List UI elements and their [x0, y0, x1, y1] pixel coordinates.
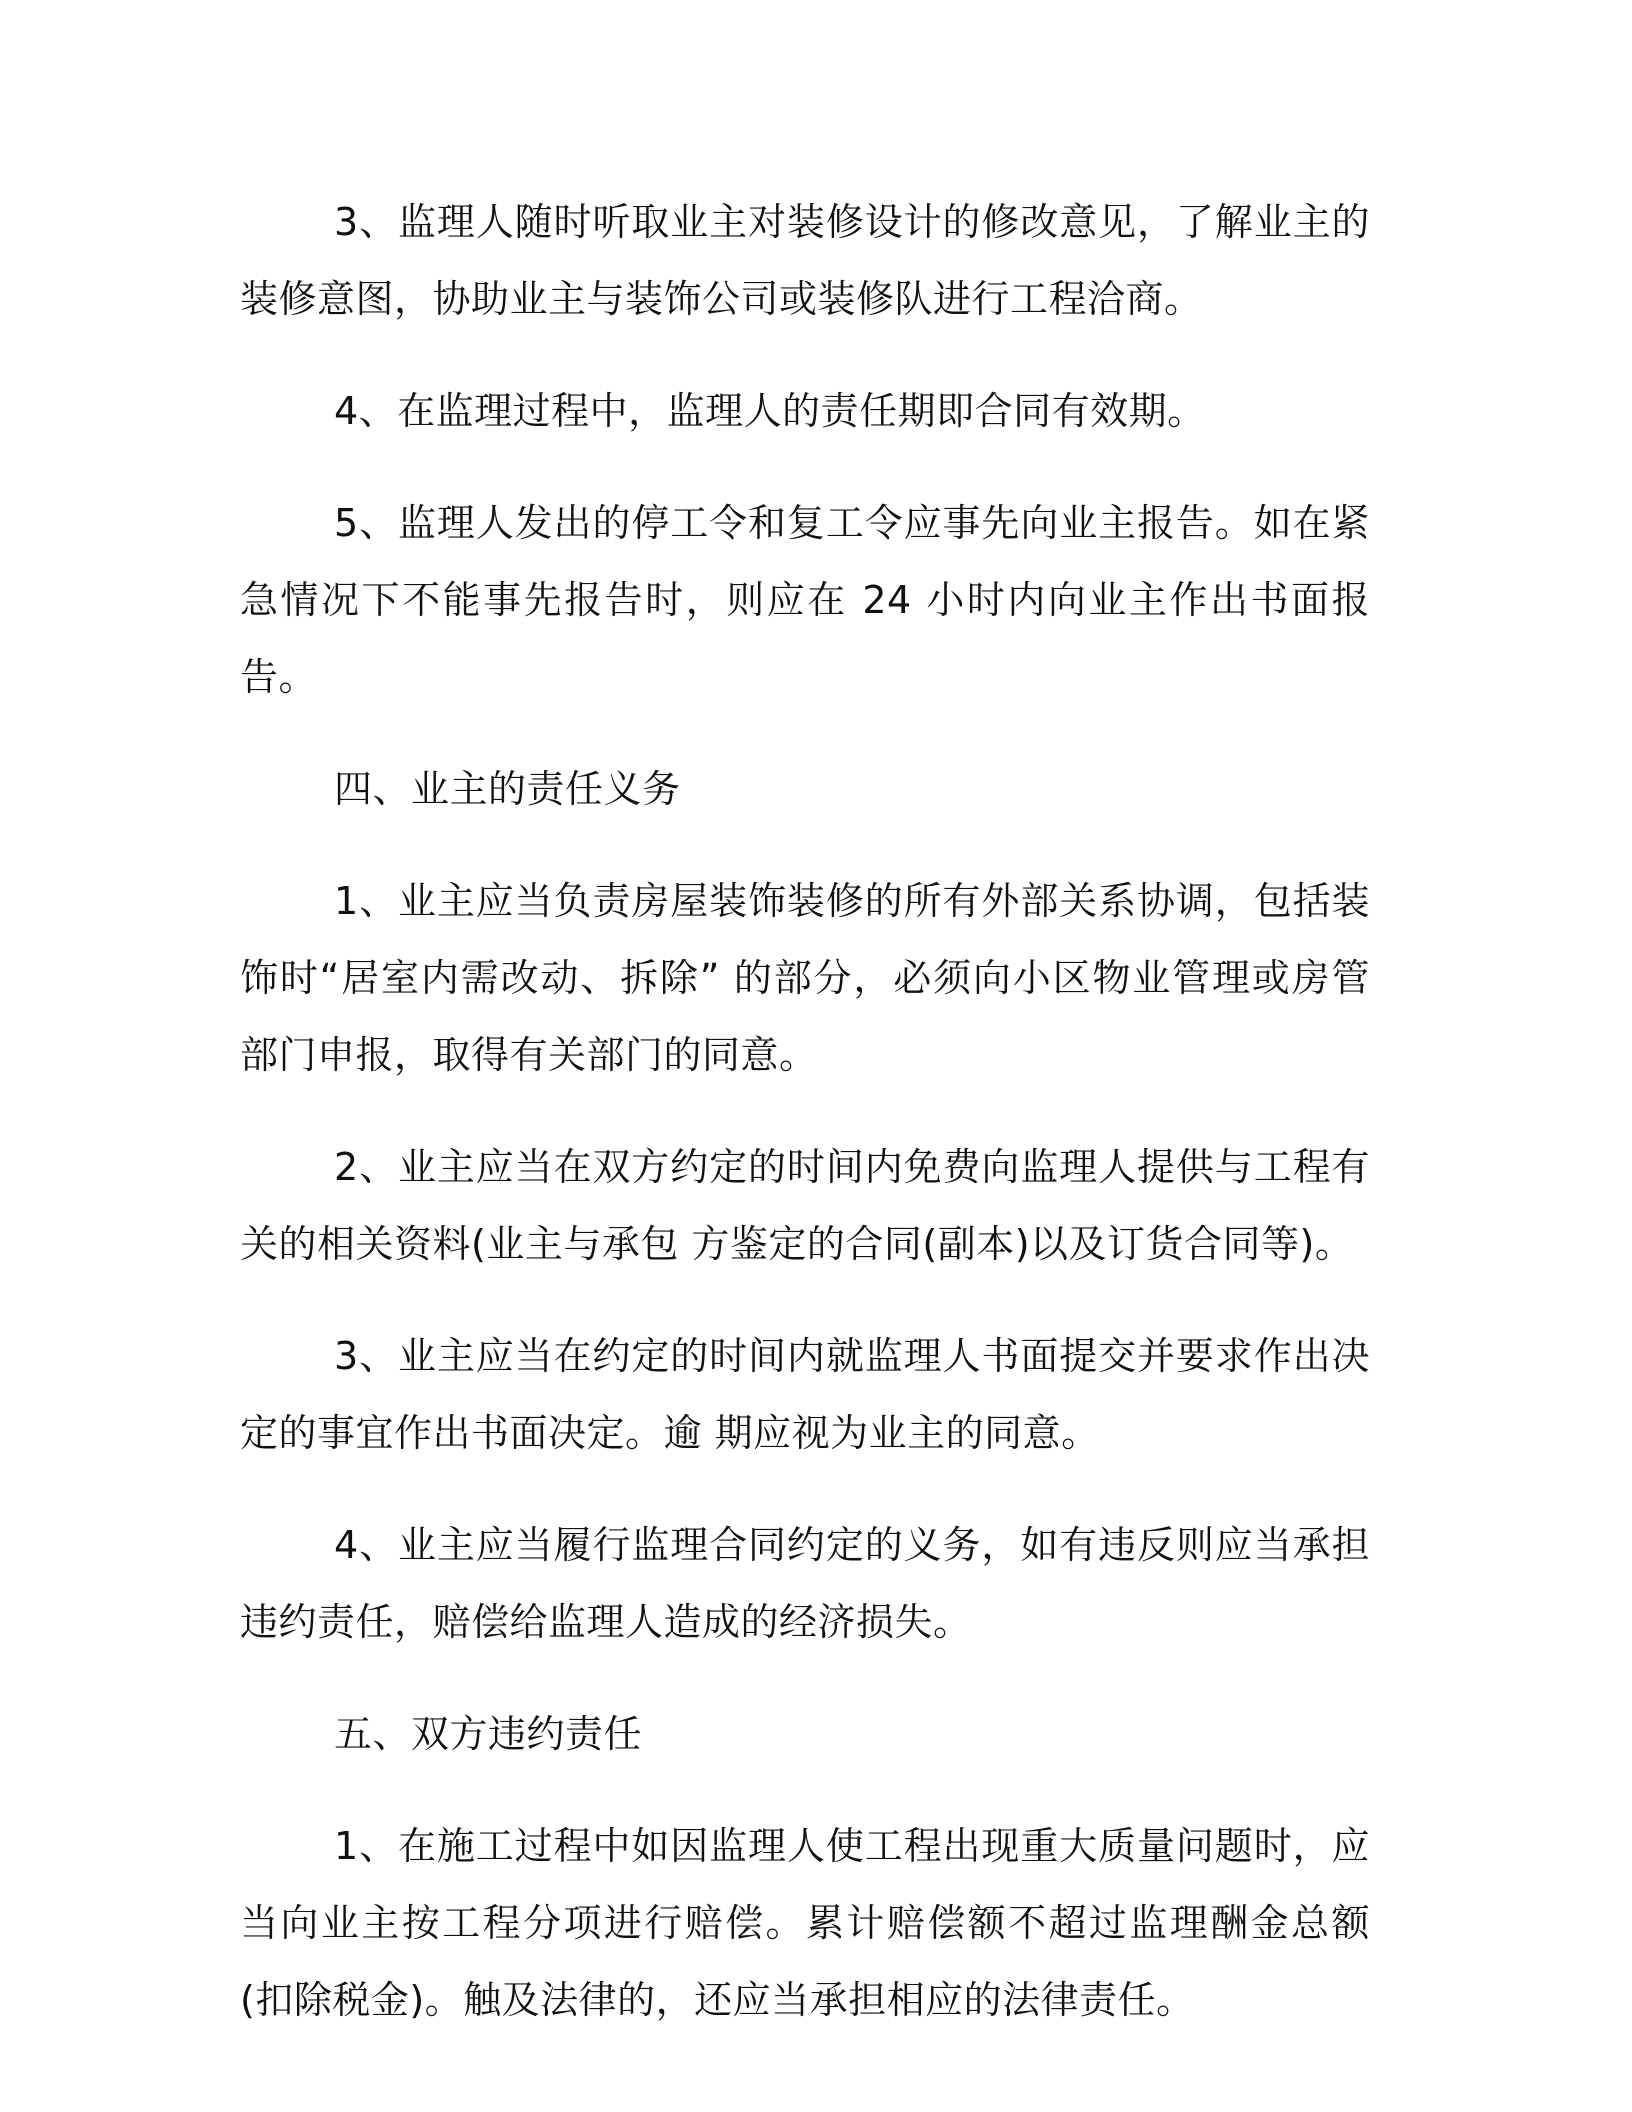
section-heading-breach-liability: 五、双方违约责任	[334, 1712, 643, 1756]
paragraph-owner-duty-2: 2、业主应当在双方约定的时间内免费向监理人提供与工程有关的相关资料(业主与承包 方鉴定的合同(副本)以及订货合同等)。	[240, 1145, 1370, 1266]
paragraph-supervisor-duty-3: 3、监理人随时听取业主对装修设计的修改意见，了解业主的装修意图，协助业主与装饰公司或装修队进行工程洽商。	[240, 200, 1370, 321]
paragraph-owner-duty-4: 4、业主应当履行监理合同约定的义务，如有违反则应当承担违约责任，赔偿给监理人造成的经济损失。	[240, 1523, 1370, 1644]
paragraph-owner-duty-1: 1、业主应当负责房屋装饰装修的所有外部关系协调，包括装饰时“居室内需改动、拆除” 的部分，必须向小区物业管理或房管部门申报，取得有关部门的同意。	[240, 879, 1370, 1077]
paragraph-supervisor-duty-5: 5、监理人发出的停工令和复工令应事先向业主报告。如在紧急情况下不能事先报告时，则应在 24 小时内向业主作出书面报告。	[240, 501, 1370, 699]
document-page	[240, 184, 1370, 2074]
section-heading-owner-duties: 四、业主的责任义务	[334, 767, 681, 811]
paragraph-owner-duty-3: 3、业主应当在约定的时间内就监理人书面提交并要求作出决定的事宜作出书面决定。逾 期应视为业主的同意。	[240, 1334, 1370, 1455]
paragraph-breach-1: 1、在施工过程中如因监理人使工程出现重大质量问题时，应当向业主按工程分项进行赔偿。累计赔偿额不超过监理酬金总额(扣除税金)。触及法律的，还应当承担相应的法律责任。	[240, 1824, 1370, 2022]
paragraph-supervisor-duty-4: 4、在监理过程中，监理人的责任期即合同有效期。	[334, 389, 1206, 433]
